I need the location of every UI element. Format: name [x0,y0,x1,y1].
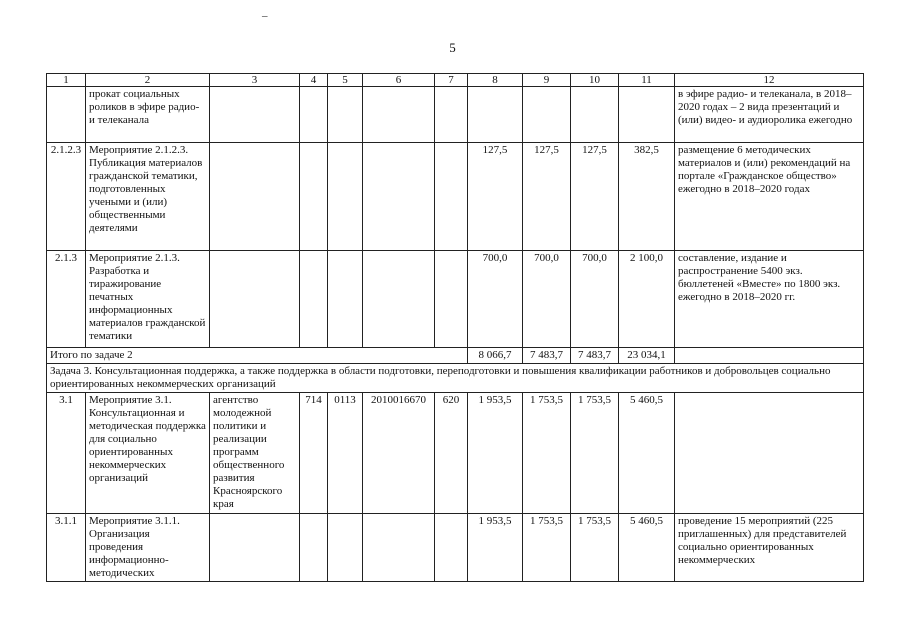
cell-y2019: 1 753,5 [523,514,571,582]
cell-no [47,87,86,143]
cell-y2019 [523,87,571,143]
cell-result: составление, издание и распространение 5400 экз. бюллетеней «Вместе» по 1800 экз. ежегодно в 2018–2020 гг. [675,251,864,348]
cell-y2018: 127,5 [468,143,523,251]
cell-total: 382,5 [619,143,675,251]
stray-dash: – [262,10,268,22]
cell-no: 3.1 [47,393,86,514]
header-row [47,74,864,87]
cell-no: 2.1.3 [47,251,86,348]
cell-y2020: 7 483,7 [571,348,619,364]
row-total-task-2 [47,348,864,364]
cell-y2019: 127,5 [523,143,571,251]
col-header-executor: 3 [210,74,300,87]
cell-y2018: 1 953,5 [468,393,523,514]
col-header-activity: 2 [86,74,210,87]
row-task-3 [47,364,864,393]
cell-executor: агентство молодежной политики и реализации программ общественного развития Красноярского края [210,393,300,514]
cell-no: 2.1.2.3 [47,143,86,251]
cell-y2019: 1 753,5 [523,393,571,514]
cell-result: проведение 15 мероприятий (225 приглашенных) для представителей социально ориентированных некоммерческих [675,514,864,582]
cell-y2020: 127,5 [571,143,619,251]
cell-grbs: 714 [300,393,328,514]
cell-activity: Мероприятие 3.1.1. Организация проведения информационно-методических [86,514,210,582]
row-2-1-2-3 [47,143,864,251]
cell-total: 5 460,5 [619,514,675,582]
cell-rzpr [328,514,363,582]
col-header-y2020: 10 [571,74,619,87]
cell-result: в эфире радио- и телеканала, в 2018–2020 годах – 2 вида презентаций и (или) видео- и аудиоролика ежегодно [675,87,864,143]
col-header-result: 12 [675,74,864,87]
col-header-grbs: 4 [300,74,328,87]
col-header-total: 11 [619,74,675,87]
cell-total [619,87,675,143]
cell-total: 5 460,5 [619,393,675,514]
page-number: 5 [449,40,456,55]
row-3-1 [47,393,864,514]
cell-y2020 [571,87,619,143]
cell-y2018: 8 066,7 [468,348,523,364]
cell-y2019: 700,0 [523,251,571,348]
cell-y2018: 1 953,5 [468,514,523,582]
row-cont [47,87,864,143]
cell-activity: прокат социальных роликов в эфире радио- и телеканала [86,87,210,143]
cell-total: 2 100,0 [619,251,675,348]
cell-vr [435,143,468,251]
cell-csr: 2010016670 [363,393,435,514]
cell-rzpr: 0113 [328,393,363,514]
cell-y2019: 7 483,7 [523,348,571,364]
cell-y2020: 1 753,5 [571,514,619,582]
col-header-no: 1 [47,74,86,87]
cell-vr [435,514,468,582]
cell-result [675,393,864,514]
cell-grbs [300,514,328,582]
cell-result: размещение 6 методических материалов и (или) рекомендаций на портале «Гражданское общество» ежегодно в 2018–2020 годах [675,143,864,251]
col-header-rzpr: 5 [328,74,363,87]
cell-total: 23 034,1 [619,348,675,364]
col-header-csr: 6 [363,74,435,87]
cell-y2020: 1 753,5 [571,393,619,514]
cell-csr [363,143,435,251]
col-header-y2018: 8 [468,74,523,87]
cell-csr [363,514,435,582]
cell-activity: Мероприятие 2.1.3. Разработка и тиражирование печатных информационных материалов гражданской тематики [86,251,210,348]
cell-rzpr [328,87,363,143]
cell-rzpr [328,143,363,251]
row-2-1-3 [47,251,864,348]
total-label: Итого по задаче 2 [47,348,468,364]
col-header-vr: 7 [435,74,468,87]
cell-activity: Мероприятие 3.1. Консультационная и методическая поддержка для социально ориентированных некоммерческих организаций [86,393,210,514]
cell-executor [210,251,300,348]
cell-y2020: 700,0 [571,251,619,348]
cell-y2018: 700,0 [468,251,523,348]
cell-grbs [300,87,328,143]
cell-rzpr [328,251,363,348]
cell-csr [363,87,435,143]
cell-executor [210,514,300,582]
cell-vr [435,251,468,348]
cell-activity: Мероприятие 2.1.2.3. Публикация материалов гражданской тематики, подготовленных учеными и (или) общественными деятелями [86,143,210,251]
cell-vr: 620 [435,393,468,514]
cell-csr [363,251,435,348]
program-table [46,73,864,582]
cell-vr [435,87,468,143]
cell-result [675,348,864,364]
cell-y2018 [468,87,523,143]
cell-grbs [300,251,328,348]
row-3-1-1 [47,514,864,582]
cell-executor [210,143,300,251]
col-header-y2019: 9 [523,74,571,87]
cell-grbs [300,143,328,251]
cell-no: 3.1.1 [47,514,86,582]
task-heading: Задача 3. Консультационная поддержка, а также поддержка в области подготовки, переподготовки и повышения квалификации работников и добровольцев социально ориентированных некоммерческих организаций [47,364,864,393]
cell-executor [210,87,300,143]
